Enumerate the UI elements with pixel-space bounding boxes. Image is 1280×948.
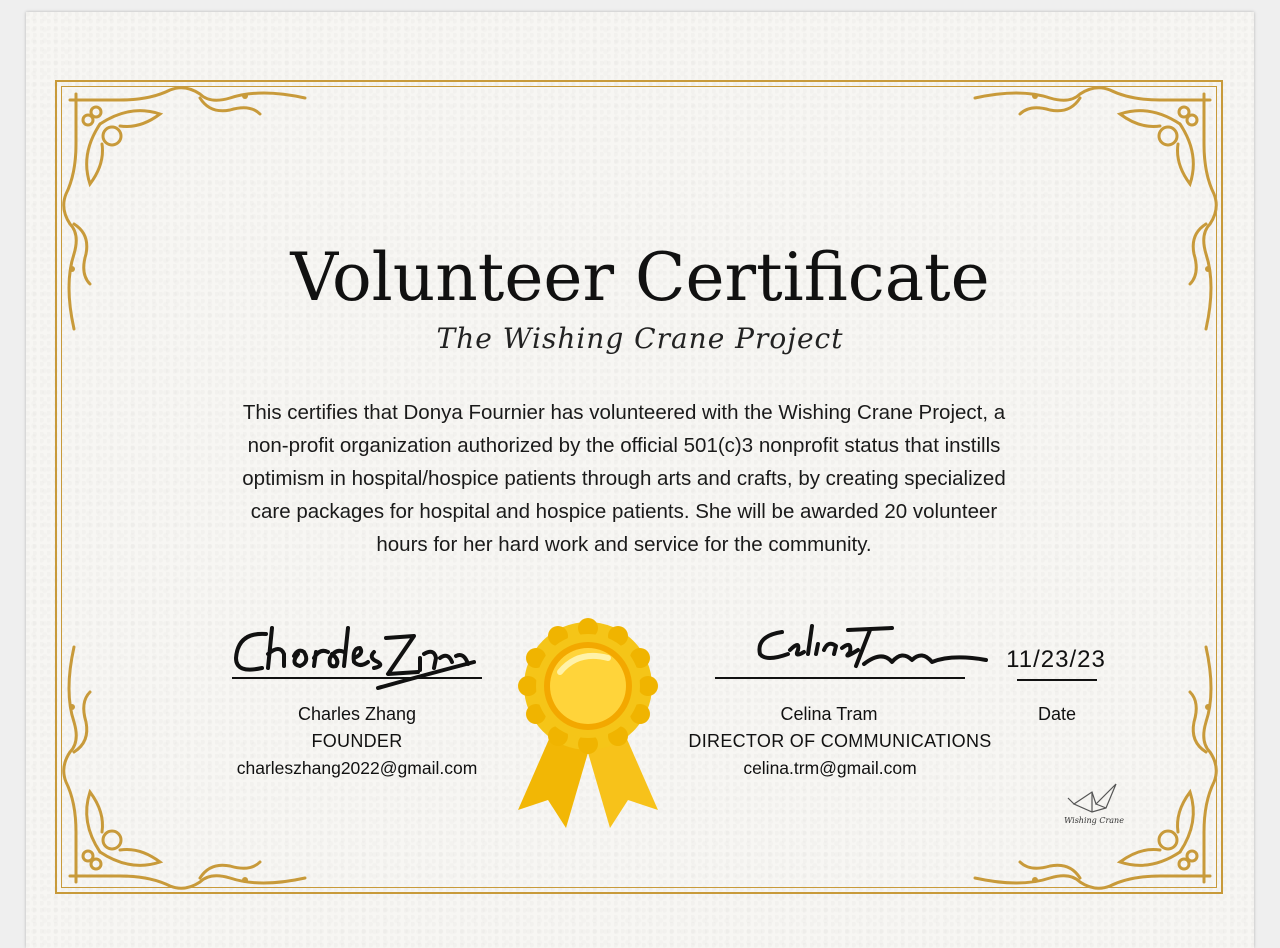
certificate-title: Volunteer Certificate	[290, 239, 990, 316]
signer-role: FOUNDER	[311, 731, 403, 751]
signature-line-right	[715, 677, 965, 679]
signer-role: DIRECTOR OF COMMUNICATIONS	[688, 731, 992, 751]
signature-line-left	[232, 677, 482, 679]
signer-email: charleszhang2022@gmail.com	[236, 758, 478, 778]
certificate-subtitle: The Wishing Crane Project	[436, 322, 844, 355]
certificate-date: 11/23/23	[1006, 646, 1106, 673]
certificate-body: This certifies that Donya Fournier has volunteered with the Wishing Crane Project, a non-profit organization authorized by the official 501(c)3 nonprofit status that instills optimism in hospital/hospice patients through arts and crafts, by creating specialized care packages for hospital and hospice patients. She will be awarded 20 volunteer hours for her hard work and service for the community.	[242, 401, 1006, 556]
signer-email: celina.trm@gmail.com	[743, 758, 917, 778]
logo-wordmark: Wishing Crane	[1064, 816, 1124, 825]
signer-name: Charles Zhang	[297, 704, 417, 724]
signer-name: Celina Tram	[780, 704, 878, 724]
date-line	[1017, 679, 1097, 681]
date-label: Date	[1037, 704, 1077, 724]
award-ribbon-icon	[508, 614, 668, 834]
crane-logo-icon	[1062, 774, 1128, 834]
signature-charles-zhang	[228, 618, 480, 694]
signature-celina-tram	[752, 620, 992, 680]
